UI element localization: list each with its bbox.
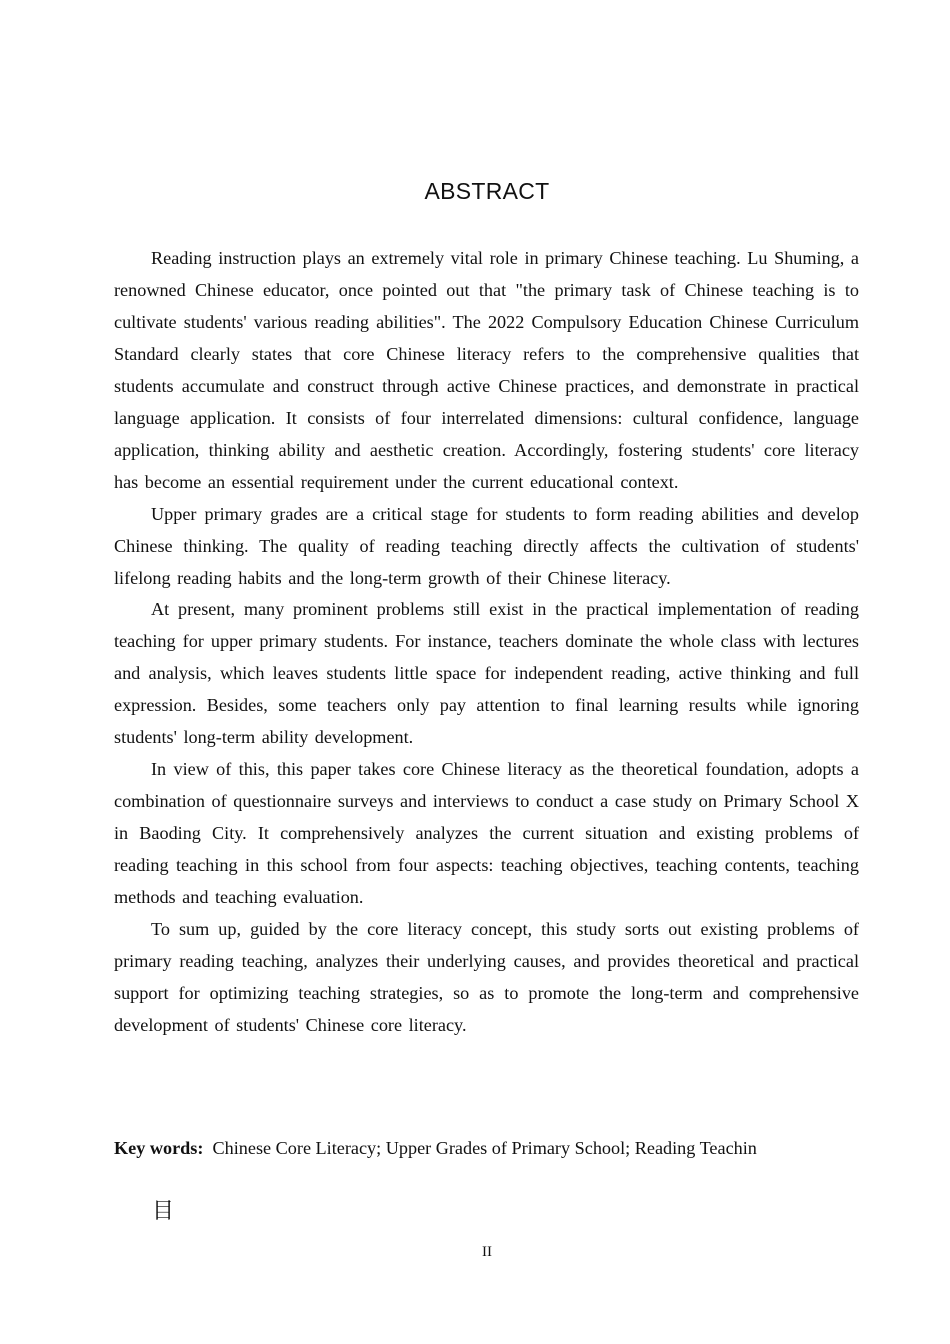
abstract-paragraph-5: To sum up, guided by the core literacy concept, this study sorts out existing problems of primary reading teaching, analyzes their underlying causes, and provides theoretical and practical support for optimizing teaching strategies, so as to promote the long-term and comprehensive development of students' Chinese core literacy. [114,919,859,1035]
abstract-title: ABSTRACT [424,178,550,204]
abstract-paragraph-2: Upper primary grades are a critical stage for students to form reading abilities and develop Chinese thinking. The quality of reading teaching directly affects the cultivation of students' lifelong reading habits and the long-term growth of their Chinese literacy. [114,503,859,588]
abstract-paragraph-4: In view of this, this paper takes core Chinese literacy as the theoretical foundation, adopts a combination of questionnaire surveys and interviews to conduct a case study on Primary School X in Baoding City. It comprehensively analyzes the current situation and existing problems of reading teaching in this school from four aspects: teaching objectives, teaching contents, teaching methods and teaching evaluation. [114,759,859,908]
keywords-text: Chinese Core Literacy; Upper Grades of Primary School; Reading Teachin [212,1138,757,1158]
abstract-paragraph-3: At present, many prominent problems still exist in the practical implementation of reading teaching for upper primary students. For instance, teachers dominate the whole class with lectures and analysis, which leaves students little space for independent reading, active thinking and full expression. Besides, some teachers only pay attention to final learning results while ignoring students' long-term ability development. [114,599,859,748]
keywords-label: Key words: [114,1138,204,1158]
abstract-body [114,243,859,1042]
abstract-paragraph-1: Reading instruction plays an extremely vital role in primary Chinese teaching. Lu Shuming, a renowned Chinese educator, once pointed out that "the primary task of Chinese teaching is to cultivate students' various reading abilities". The 2022 Compulsory Education Chinese Curriculum Standard clearly states that core Chinese literacy refers to the comprehensive qualities that students accumulate and construct through active Chinese practices, and demonstrate in practical language application. It consists of four interrelated dimensions: cultural confidence, language application, thinking ability and aesthetic creation. Accordingly, fostering students' core literacy has become an essential requirement under the current educational context. [114,248,859,492]
keywords-line [114,1134,874,1162]
page-number: II [482,1244,492,1260]
toc-heading-fragment: 目 [152,1199,175,1224]
